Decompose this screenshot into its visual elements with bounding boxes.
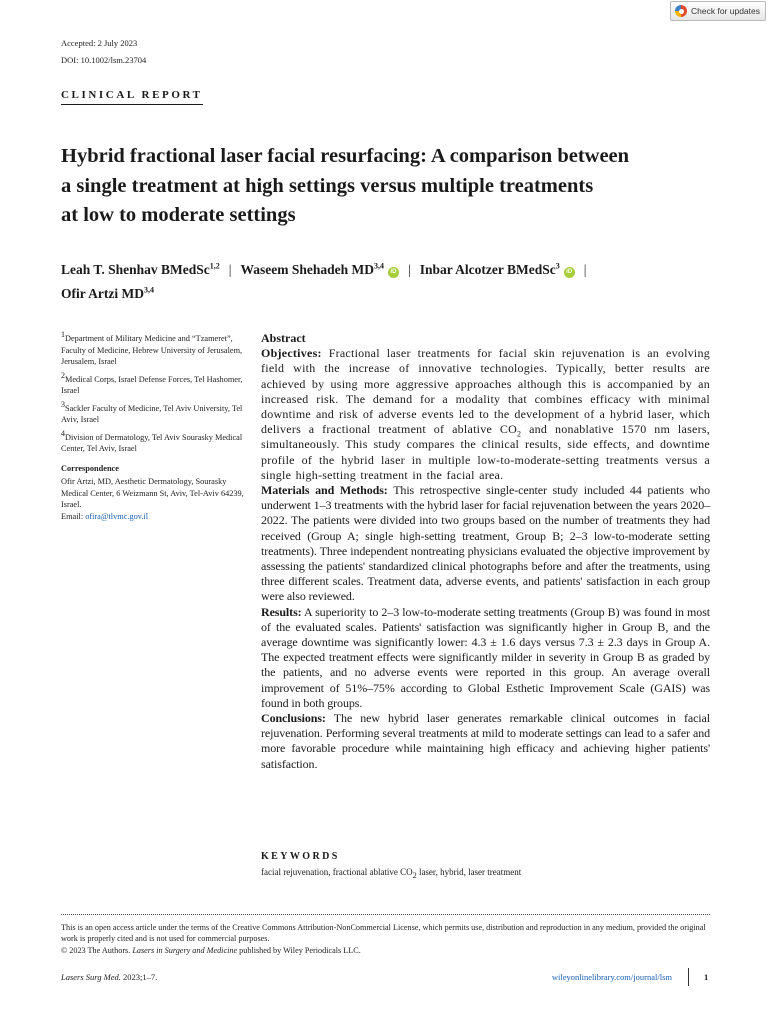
title-line: at low to moderate settings: [61, 204, 296, 226]
copyright-line: © 2023 The Authors. Lasers in Surgery and Medicine published by Wiley Periodicals LLC.: [61, 945, 361, 955]
author-separator: |: [228, 262, 232, 277]
orcid-icon[interactable]: iD: [388, 267, 399, 278]
orcid-icon[interactable]: iD: [564, 267, 575, 278]
check-for-updates-button[interactable]: [670, 1, 766, 21]
abstract: [261, 331, 710, 772]
correspondence-address: Ofir Artzi, MD, Aesthetic Dermatology, Sourasky Medical Center, 6 Weizmann St, Aviv, Tel-Aviv 64239, Israel.: [61, 477, 244, 509]
correspondence-heading: Correspondence: [61, 463, 119, 473]
check-for-updates-label: Check for updates: [691, 6, 760, 16]
accepted-date: Accepted: 2 July 2023: [61, 38, 138, 48]
keywords-list: facial rejuvenation, fractional ablative $CO_2$ laser, hybrid, laser treatment: [261, 867, 522, 880]
footer-citation: Lasers Surg Med. 2023;1–7.: [61, 972, 158, 982]
footer-divider: [61, 914, 710, 915]
abstract-objectives: Objectives: Fractional laser treatments for facial skin rejuvenation is an evolving field with the increase of innovative technologies. Typically, better results are achieved by using more aggressive approaches although this is accompanied by an increased risk. The demand for a modality that combines efficacy with minimal downtime and risk of adverse events led to the development of a hybrid laser, which delivers a fractional treatment of ablative $CO_2$ and nonablative 1570 nm lasers, simultaneously. This study compares the clinical results, side effects, and downtime profile of the hybrid laser in multiple low-to-moderate-setting treatments versus a single high-setting treatment in the facial area.: [261, 346, 710, 482]
affiliation: $^3$Sackler Faculty of Medicine, Tel Aviv University, Tel Aviv, Israel: [61, 399, 243, 424]
keywords-heading: KEYWORDS: [261, 851, 340, 862]
article-title: [61, 142, 711, 231]
title-line: a single treatment at high settings versus multiple treatments: [61, 174, 594, 197]
author-list: [61, 258, 721, 306]
affiliation: $^1$Department of Military Medicine and “Tzameret”, Faculty of Medicine, Hebrew University of Jerusalem, Jerusalem, Israel: [61, 330, 243, 366]
affiliation: $^2$Medical Corps, Israel Defense Forces, Tel Hashomer, Israel: [61, 370, 243, 395]
doi: DOI: 10.1002/lsm.23704: [61, 55, 147, 65]
author-name[interactable]: Inbar Alcotzer BMedSc$^3$: [419, 261, 560, 277]
sidebar: [61, 330, 247, 522]
abstract-heading: Abstract: [261, 331, 306, 345]
license-notice: This is an open access article under the terms of the Creative Commons Attribution-NonCommercial License, which permits use, distribution and reproduction in any medium, provided the original work is properly cited and is not used for commercial purposes. © 2023 The Authors. Lasers in Surgery and Medicine published by Wiley Periodicals LLC.: [61, 922, 711, 956]
footer-bar: [688, 968, 689, 986]
author-name[interactable]: Ofir Artzi MD$^{3,4}$: [61, 285, 154, 301]
author-separator: |: [583, 262, 587, 277]
title-line: Hybrid fractional laser facial resurfacing: A comparison between: [61, 145, 630, 167]
page-number: 1: [704, 972, 709, 982]
author-name[interactable]: Leah T. Shenhav BMedSc$^{1,2}$: [61, 261, 220, 277]
abstract-results: Results: A superiority to 2–3 low-to-moderate setting treatments (Group B) was found in most of the evaluated scales. Patients' satisfaction was significantly higher in Group B, and the average downtime was significantly lower: 4.3 ± 1.6 days versus 7.3 ± 2.3 days in Group A. The expected treatment effects were significantly milder in severity in Group B as graded by the patients, and no adverse events were reported in this group. An average overall improvement of 51%–75% according to Global Esthetic Improvement Scale (GAIS) was found in both groups.: [261, 604, 710, 710]
author-separator: |: [408, 262, 411, 277]
email-link[interactable]: ofira@tlvmc.gov.il: [85, 511, 149, 521]
crossmark-icon: [675, 5, 687, 17]
correspondence-email-row: Email: ofira@tlvmc.gov.il: [61, 511, 149, 521]
article-type: CLINICAL REPORT: [61, 89, 203, 105]
abstract-conclusions: Conclusions: The new hybrid laser generates remarkable clinical outcomes in facial rejuvenation. Performing several treatments at mild to moderate settings can lead to a safer and more favorable procedure while maintaining high efficacy and achieving higher patients' satisfaction.: [261, 711, 710, 771]
author-name[interactable]: Waseem Shehadeh MD$^{3,4}$: [240, 261, 385, 277]
abstract-methods: Materials and Methods: This retrospective single-center study included 44 patients who underwent 1–3 treatments with the hybrid laser for facial rejuvenation between the years 2020–2022. The patients were divided into two groups based on the number of treatments they had received (Group A; single high-setting treatment, Group B; 2–3 low-to-moderate setting treatments). Three independent nontreating physicians evaluated the objective improvement by assessing the patients' standardized clinical photographs before and after the treatments, using three different scales. Treatment data, adverse events, and patients' satisfaction in each group were also reviewed.: [261, 483, 710, 604]
journal-url-link[interactable]: wileyonlinelibrary.com/journal/lsm: [551, 972, 672, 982]
affiliation: $^4$Division of Dermatology, Tel Aviv Sourasky Medical Center, Tel Aviv, Israel: [61, 428, 243, 453]
